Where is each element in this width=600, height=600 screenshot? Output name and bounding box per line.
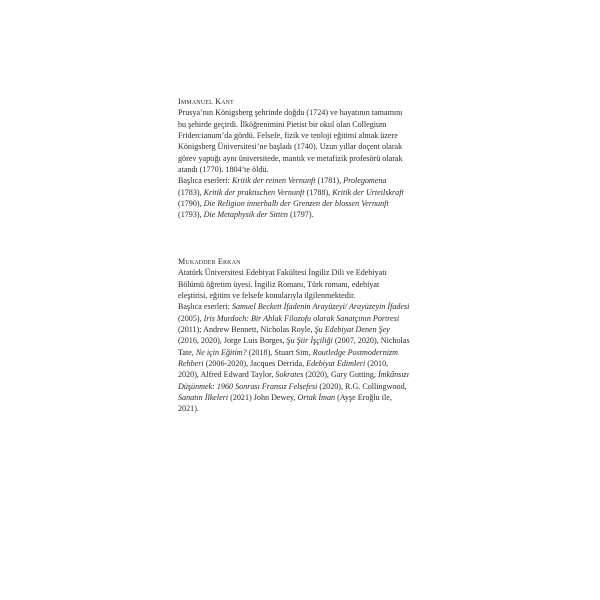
work-title: Şu Şiir İşçiliği <box>286 336 333 346</box>
text-run: (2010, 2020), Alfred Edward Taylor, <box>178 359 389 380</box>
work-title: Kritik der Urteilskraft <box>332 187 404 197</box>
work-title: Die Metaphysik der Sitten <box>203 210 288 220</box>
text-run: (1781), <box>315 176 344 186</box>
text-run: (2011); Andrew Bennett, Nicholas Royle, <box>178 325 315 335</box>
translator-bio-erkan <box>178 256 410 415</box>
text-run: (1793), <box>178 210 204 220</box>
text-run: (2018), Stuart Sim, <box>246 347 313 357</box>
work-title: Sokrates <box>275 370 304 380</box>
text-run: (1788), <box>304 187 333 197</box>
work-title: Kritik der praktischen Vernunft <box>203 187 305 197</box>
author-bio-kant <box>178 96 410 221</box>
work-title: Ne için Eğitim? <box>195 347 247 357</box>
author-name: Immanuel Kant <box>178 97 234 106</box>
work-title: Samuel Beckett İfadenin Arayüzeyi/ Arayüzeyin İfadesi <box>231 302 410 312</box>
work-title: Kritik der reinen Vernunft <box>231 176 316 186</box>
works-paragraph <box>178 175 410 220</box>
text-run: Atatürk Üniversitesi Edebiyat Fakültesi İngiliz Dili ve Edebiyatı Bölümü öğretim üyesi. İngiliz Romanı, Türk romanı, edebiyat eleştirisi, eğitim ve felsefe konularıyla ilgilenmektedir. <box>178 268 387 301</box>
work-title: Edebiyat Edimleri <box>306 359 366 369</box>
work-title: Sanatın İlkeleri <box>178 393 229 403</box>
text-run: (2005), <box>178 313 204 323</box>
work-title: Routledge Postmodernizm Rehberi <box>178 347 398 369</box>
bio-paragraph <box>178 107 410 175</box>
text-run: (1783), <box>178 187 204 197</box>
text-run: (1790), <box>178 199 204 209</box>
work-title: Ortak İman <box>297 393 336 403</box>
translator-name: Mukadder Erkan <box>178 257 241 266</box>
bio-paragraph <box>178 267 410 301</box>
text-run: Başlıca eserleri: <box>178 302 232 312</box>
work-title: Iris Murdoch: Bir Ahlak Filozofu olarak Sanatçının Portresi <box>203 313 400 323</box>
work-title: İmkânsızı Düşünmek: 1960 Sonrası Fransız Felsefesi <box>178 370 409 391</box>
text-run: (2020), R.G. Collingwood, <box>317 381 407 391</box>
text-run: (2006-2020), Jacques Derrida, <box>203 359 307 369</box>
work-title: Prolegomena <box>343 176 387 186</box>
text-run: Prusya’nın Königsberg şehrinde doğdu (1724) ve hayatının tamamını bu şehirde geçirdi. İlköğrenimini Pietist bir okul olan Collegium Fridercianum’da gördü. Felsefe, fizik ve teoloji eğitimi almak üzere Königsberg Üniversitesi’ne başladı (1740). Uzun yıllar doçent olarak görev yaptığı aynı üniversitede, mantık ve metafizik profesörü olarak atandı (1770). 1804’te öldü. <box>178 108 403 175</box>
work-title: Şu Edebiyat Denen Şey <box>314 325 390 335</box>
text-run: (2007, 2020), Nicholas Tate, <box>178 336 410 357</box>
text-run: Başlıca eserleri: <box>178 176 232 186</box>
text-run: (2016, 2020), Jorge Luis Borges, <box>178 336 287 346</box>
text-run: (2020), Gary Gutting, <box>303 370 378 380</box>
text-run: (1797). <box>287 210 314 220</box>
work-title: Die Religion innerhalb der Grenzen der blossen Vernunft <box>203 199 389 209</box>
text-run: (2021) John Dewey, <box>228 393 298 403</box>
text-run: (Ayşe Eroğlu ile, 2021). <box>178 393 392 414</box>
works-paragraph <box>178 301 410 414</box>
